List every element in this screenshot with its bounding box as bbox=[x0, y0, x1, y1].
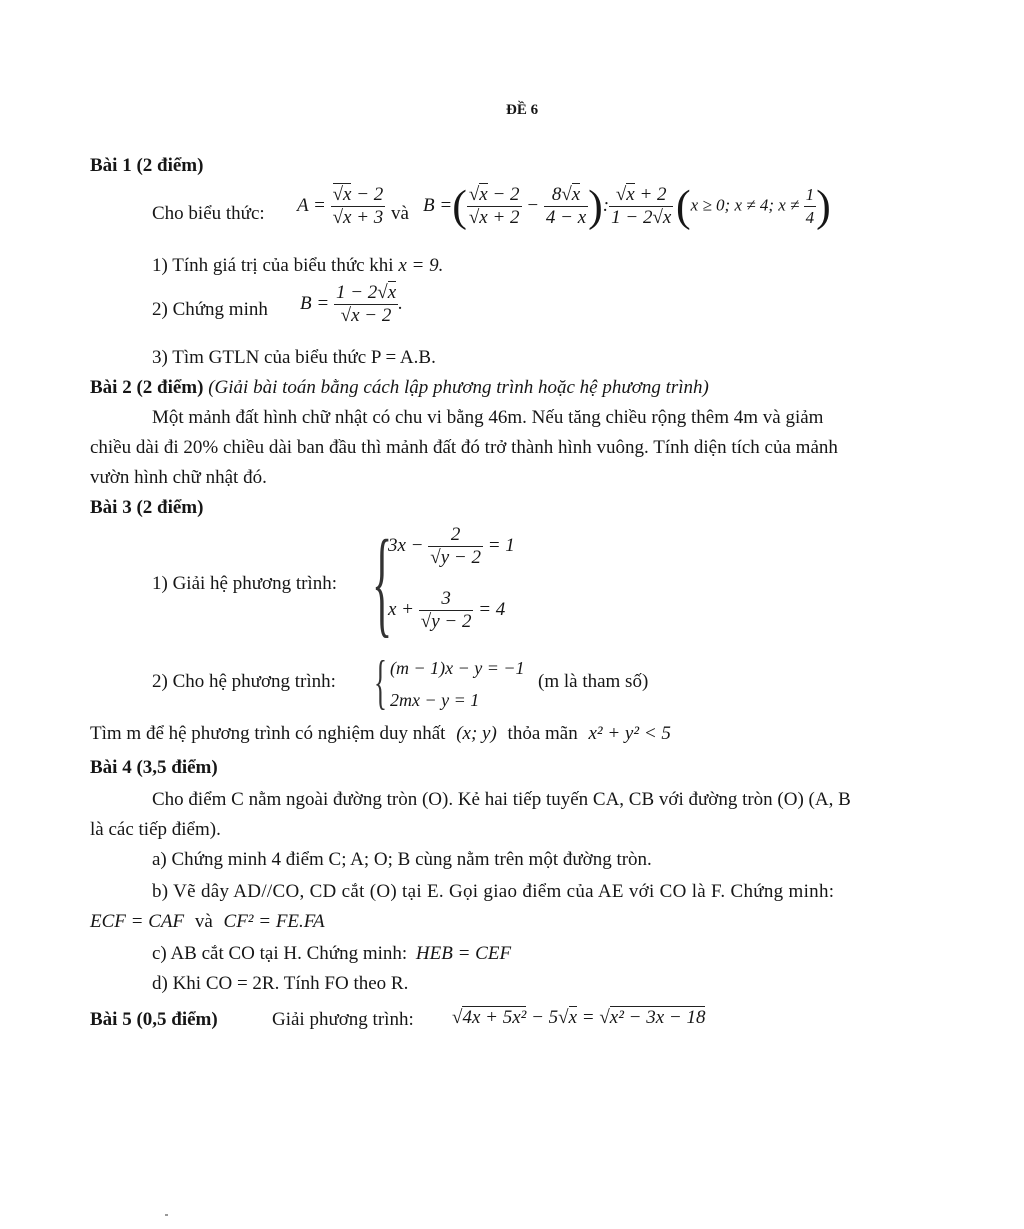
bai1-q2-expr: B = $\frac{1 - 2√x}{√x - 2}$ . bbox=[300, 282, 403, 326]
bai1-q2: 2) Chứng minh bbox=[152, 299, 268, 320]
bai3-q1: 1) Giải hệ phương trình: bbox=[152, 573, 337, 594]
sys2-eq2: 2mx − y = 1 bbox=[390, 690, 480, 710]
bai1-heading: Bài 1 (2 điểm) bbox=[90, 155, 204, 176]
bai2-line3: vườn hình chữ nhật đó. bbox=[90, 467, 267, 488]
sys2-brace: { bbox=[374, 649, 387, 715]
sys1-eq1: 3x − $\frac{2}{√y - 2}$ = 1 bbox=[388, 524, 515, 568]
bai4-qd: d) Khi CO = 2R. Tính FO theo R. bbox=[152, 973, 409, 994]
bai3-q2: 2) Cho hệ phương trình: bbox=[152, 671, 336, 692]
bai5-task: Giải phương trình: bbox=[272, 1009, 414, 1030]
bai4-qc: c) AB cắt CO tại H. Chứng minh: HEB = CEF bbox=[152, 943, 512, 964]
bai4-line1: Cho điểm C nằm ngoài đường tròn (O). Kẻ hai tiếp tuyến CA, CB với đường tròn (O) (A, B bbox=[152, 789, 851, 810]
bai4-qb: b) Vẽ dây AD//CO, CD cắt (O) tại E. Gọi giao điểm của AE với CO là F. Chứng minh: bbox=[152, 881, 835, 902]
bai4-heading: Bài 4 (3,5 điểm) bbox=[90, 757, 218, 778]
bai1-expr-a: A = $\frac{√x - 2}{√x + 3}$ bbox=[297, 184, 384, 228]
bai1-condition: (x ≥ 0; x ≠ 4; x ≠ $\frac{1}{4}$ ) bbox=[676, 181, 831, 231]
scan-speck bbox=[165, 1214, 168, 1216]
bai2-heading-line: Bài 2 (2 điểm) (Giải bài toán bằng cách lập phương trình hoặc hệ phương trình) bbox=[90, 377, 709, 398]
bai1-intro: Cho biểu thức: bbox=[152, 203, 265, 224]
bai5-heading: Bài 5 (0,5 điểm) bbox=[90, 1009, 218, 1030]
sys1-eq2: x + $\frac{3}{√y - 2}$ = 4 bbox=[388, 588, 506, 632]
sys1-brace: { bbox=[372, 515, 393, 648]
bai1-connector: và bbox=[391, 203, 409, 224]
page-title: ĐỀ 6 bbox=[506, 102, 539, 118]
bai4-qb-expr: ECF = CAF và CF² = FE.FA bbox=[90, 911, 325, 932]
bai3-heading: Bài 3 (2 điểm) bbox=[90, 497, 204, 518]
bai2-line1: Một mảnh đất hình chữ nhật có chu vi bằng 46m. Nếu tăng chiều rộng thêm 4m và giảm bbox=[152, 407, 824, 428]
bai4-qa: a) Chứng minh 4 điểm C; A; O; B cùng nằm trên một đường tròn. bbox=[152, 849, 652, 870]
bai1-q3: 3) Tìm GTLN của biểu thức P = A.B. bbox=[152, 347, 436, 368]
bai1-expr-b: B =( $\frac{√x - 2}{√x + 2}$ − $\frac{8√x}{4 - x}$ ): $\frac{√x + 2}{1 - 2√x}$ bbox=[423, 181, 672, 231]
bai3-param-note: (m là tham số) bbox=[538, 671, 649, 692]
bai5-equation: √4x + 5x² − 5√x = √x² − 3x − 18 bbox=[452, 1007, 706, 1028]
sys2-eq1: (m − 1)x − y = −1 bbox=[390, 658, 525, 678]
bai2-line2: chiều dài đi 20% chiều dài ban đầu thì mảnh đất đó trở thành hình vuông. Tính diện tích của mảnh bbox=[90, 437, 838, 458]
bai1-q1: 1) Tính giá trị của biểu thức khi x = 9. bbox=[152, 255, 444, 276]
bai4-line2: là các tiếp điểm). bbox=[90, 819, 221, 840]
bai3-find: Tìm m để hệ phương trình có nghiệm duy nhất (x; y) thỏa mãn x² + y² < 5 bbox=[90, 723, 671, 744]
